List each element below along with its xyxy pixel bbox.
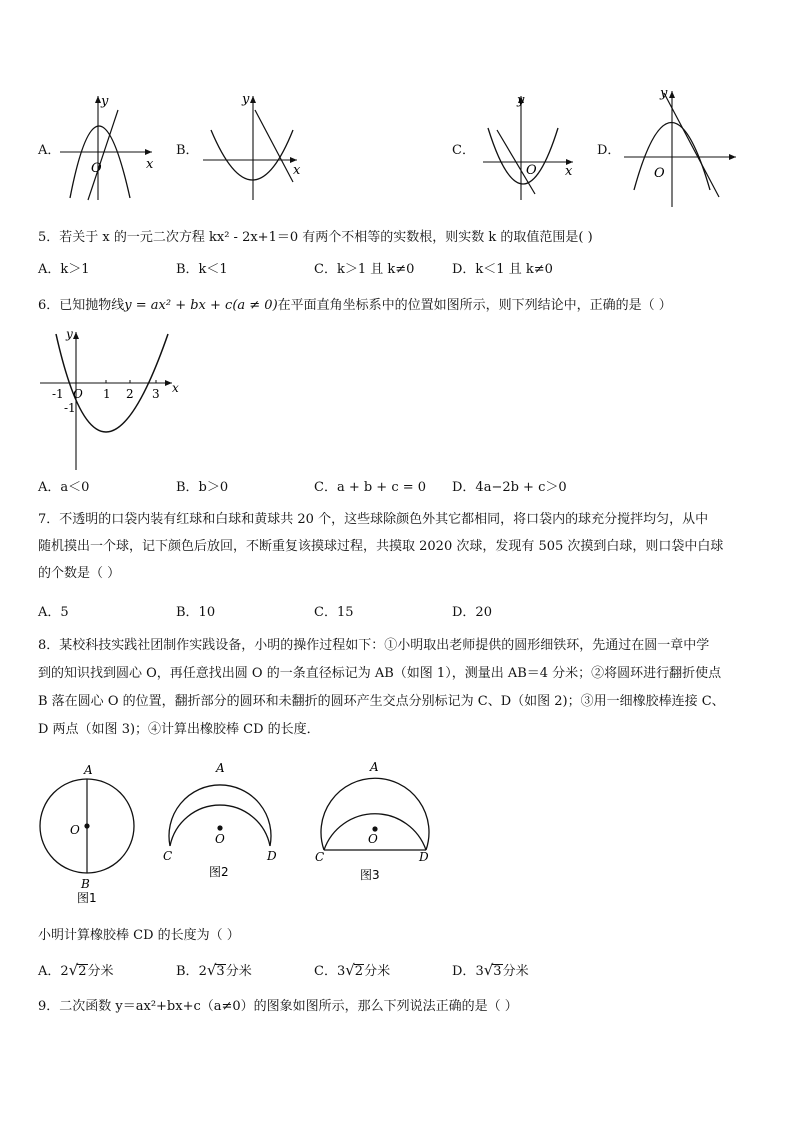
q4b-y-label: y (242, 92, 250, 107)
q7-line-1: 7．不透明的口袋内装有红球和白球和黄球共 20 个，这些球除颜色外其它都相同，将口袋内的球充分搅拌均匀，从中 (38, 512, 709, 527)
sqrt-sign: √ (206, 961, 217, 979)
fig1-point-o: O (70, 823, 80, 837)
sqrt-sign: √ (68, 961, 79, 979)
q5-option-d: D．k＜1 且 k≠0 (452, 262, 553, 277)
q7-line-2: 随机摸出一个球，记下颜色后放回，不断重复该摸球过程，共摸取 2020 次球，发现有 505 次摸到白球，则口袋中白球 (38, 539, 724, 554)
fig2-point-c: C (163, 849, 173, 863)
q4d-y-label: y (660, 86, 668, 101)
q8-figure-1 (38, 762, 148, 907)
q6-stem (38, 296, 672, 315)
q4-graph-a (60, 90, 160, 205)
fig1-point-a: A (84, 763, 93, 777)
q4c-origin: O (526, 163, 537, 178)
q5-option-a: A．k＞1 (38, 262, 90, 277)
q8-figure-3 (313, 758, 438, 883)
fig3-point-o: O (368, 832, 378, 846)
fig3-caption: 图3 (360, 868, 380, 882)
q6-stem-suffix: 在平面直角坐标系中的位置如图所示，则下列结论中，正确的是（ ） (277, 298, 672, 313)
q4a-y-label: y (101, 94, 109, 109)
q6-stem-prefix: 6．已知抛物线 (38, 298, 125, 313)
q4-option-a-label: A． (38, 143, 61, 158)
fig3-point-d: D (419, 850, 429, 864)
q4d-origin: O (654, 166, 665, 181)
q7-option-b: B．10 (176, 605, 216, 620)
q4-graph-c (483, 90, 583, 205)
q8-figure-2 (160, 760, 285, 885)
fig1-caption: 图1 (77, 891, 97, 905)
q6-graph (40, 327, 185, 472)
q8-line-1: 8．某校科技实践社团制作实践设备，小明的操作过程如下：①小明取出老师提供的圆形细铁环，先通过在圆一章中学 (38, 638, 710, 653)
q4-graph-b (203, 90, 308, 205)
q6-tick-2: 2 (126, 387, 134, 401)
q6-option-d: D．4a−2b + c＞0 (452, 480, 567, 495)
q8-option-c: C．3√2分米 (314, 961, 391, 979)
q8-option-a: A．2√2分米 (38, 961, 114, 979)
q8-option-d: D．3√3分米 (452, 961, 529, 979)
q6-tick-3: 3 (152, 387, 160, 401)
q7-stem (38, 506, 768, 587)
fig2-caption: 图2 (209, 865, 229, 879)
q4a-origin: O (91, 161, 102, 176)
fig2-point-a: A (216, 761, 225, 775)
q6-x-label: x (172, 381, 179, 395)
q6-tick-neg1: -1 (52, 387, 64, 401)
q8-line-3: B 落在圆心 O 的位置，翻折部分的圆环和未翻折的圆环产生交点分别标记为 C、D（如图 2)；③用一细橡胶棒连接 C、 (38, 694, 725, 709)
fig1-point-b: B (81, 877, 90, 891)
q8-option-b: B．2√3分米 (176, 961, 252, 979)
q6-origin: O (73, 387, 83, 401)
q5-option-c: C．k＞1 且 k≠0 (314, 262, 415, 277)
q7-line-3: 的个数是（ ） (38, 566, 121, 581)
fig2-point-o: O (215, 832, 225, 846)
q5-stem: 5．若关于 x 的一元二次方程 kx² - 2x+1＝0 有两个不相等的实数根，则实数 k 的取值范围是( ) (38, 230, 593, 245)
q4a-x-label: x (146, 157, 154, 172)
fig2-point-d: D (267, 849, 277, 863)
q8-question: 小明计算橡胶棒 CD 的长度为（ ） (38, 928, 240, 943)
fig3-point-a: A (370, 760, 379, 774)
q6-tick-y-neg1: -1 (64, 401, 76, 415)
q6-formula: y = ax² + bx + c(a ≠ 0) (124, 298, 278, 313)
q4-option-d-label: D． (597, 143, 621, 158)
q6-tick-1: 1 (103, 387, 111, 401)
sqrt-sign: √ (345, 961, 355, 979)
q6-option-a: A．a＜0 (38, 480, 90, 495)
q4b-x-label: x (293, 163, 301, 178)
q6-option-c: C．a + b + c = 0 (314, 480, 427, 495)
q7-option-d: D．20 (452, 605, 492, 620)
q4-option-b-label: B． (176, 143, 199, 158)
q5-option-b: B．k＜1 (176, 262, 228, 277)
q6-y-label: y (66, 327, 73, 341)
q8-line-2: 到的知识找到圆心 O，再任意找出圆 O 的一条直径标记为 AB（如图 1），测量出 AB＝4 分米；②将圆环进行翻折使点 (38, 666, 722, 681)
q6-option-b: B．b＞0 (176, 480, 229, 495)
sqrt-sign: √ (483, 961, 494, 979)
q4c-x-label: x (565, 164, 573, 179)
q8-stem (38, 632, 768, 744)
fig3-point-c: C (315, 850, 325, 864)
q7-option-a: A．5 (38, 605, 69, 620)
q8-line-4: D 两点（如图 3)；④计算出橡胶棒 CD 的长度． (38, 722, 320, 737)
q9-stem: 9．二次函数 y＝ax²+bx+c（a≠0）的图象如图所示，那么下列说法正确的是（ ） (38, 999, 518, 1014)
q4-graph-d (624, 85, 744, 210)
q7-option-c: C．15 (314, 605, 354, 620)
q4c-y-label: y (517, 93, 525, 108)
q4-option-c-label: C． (452, 143, 475, 158)
